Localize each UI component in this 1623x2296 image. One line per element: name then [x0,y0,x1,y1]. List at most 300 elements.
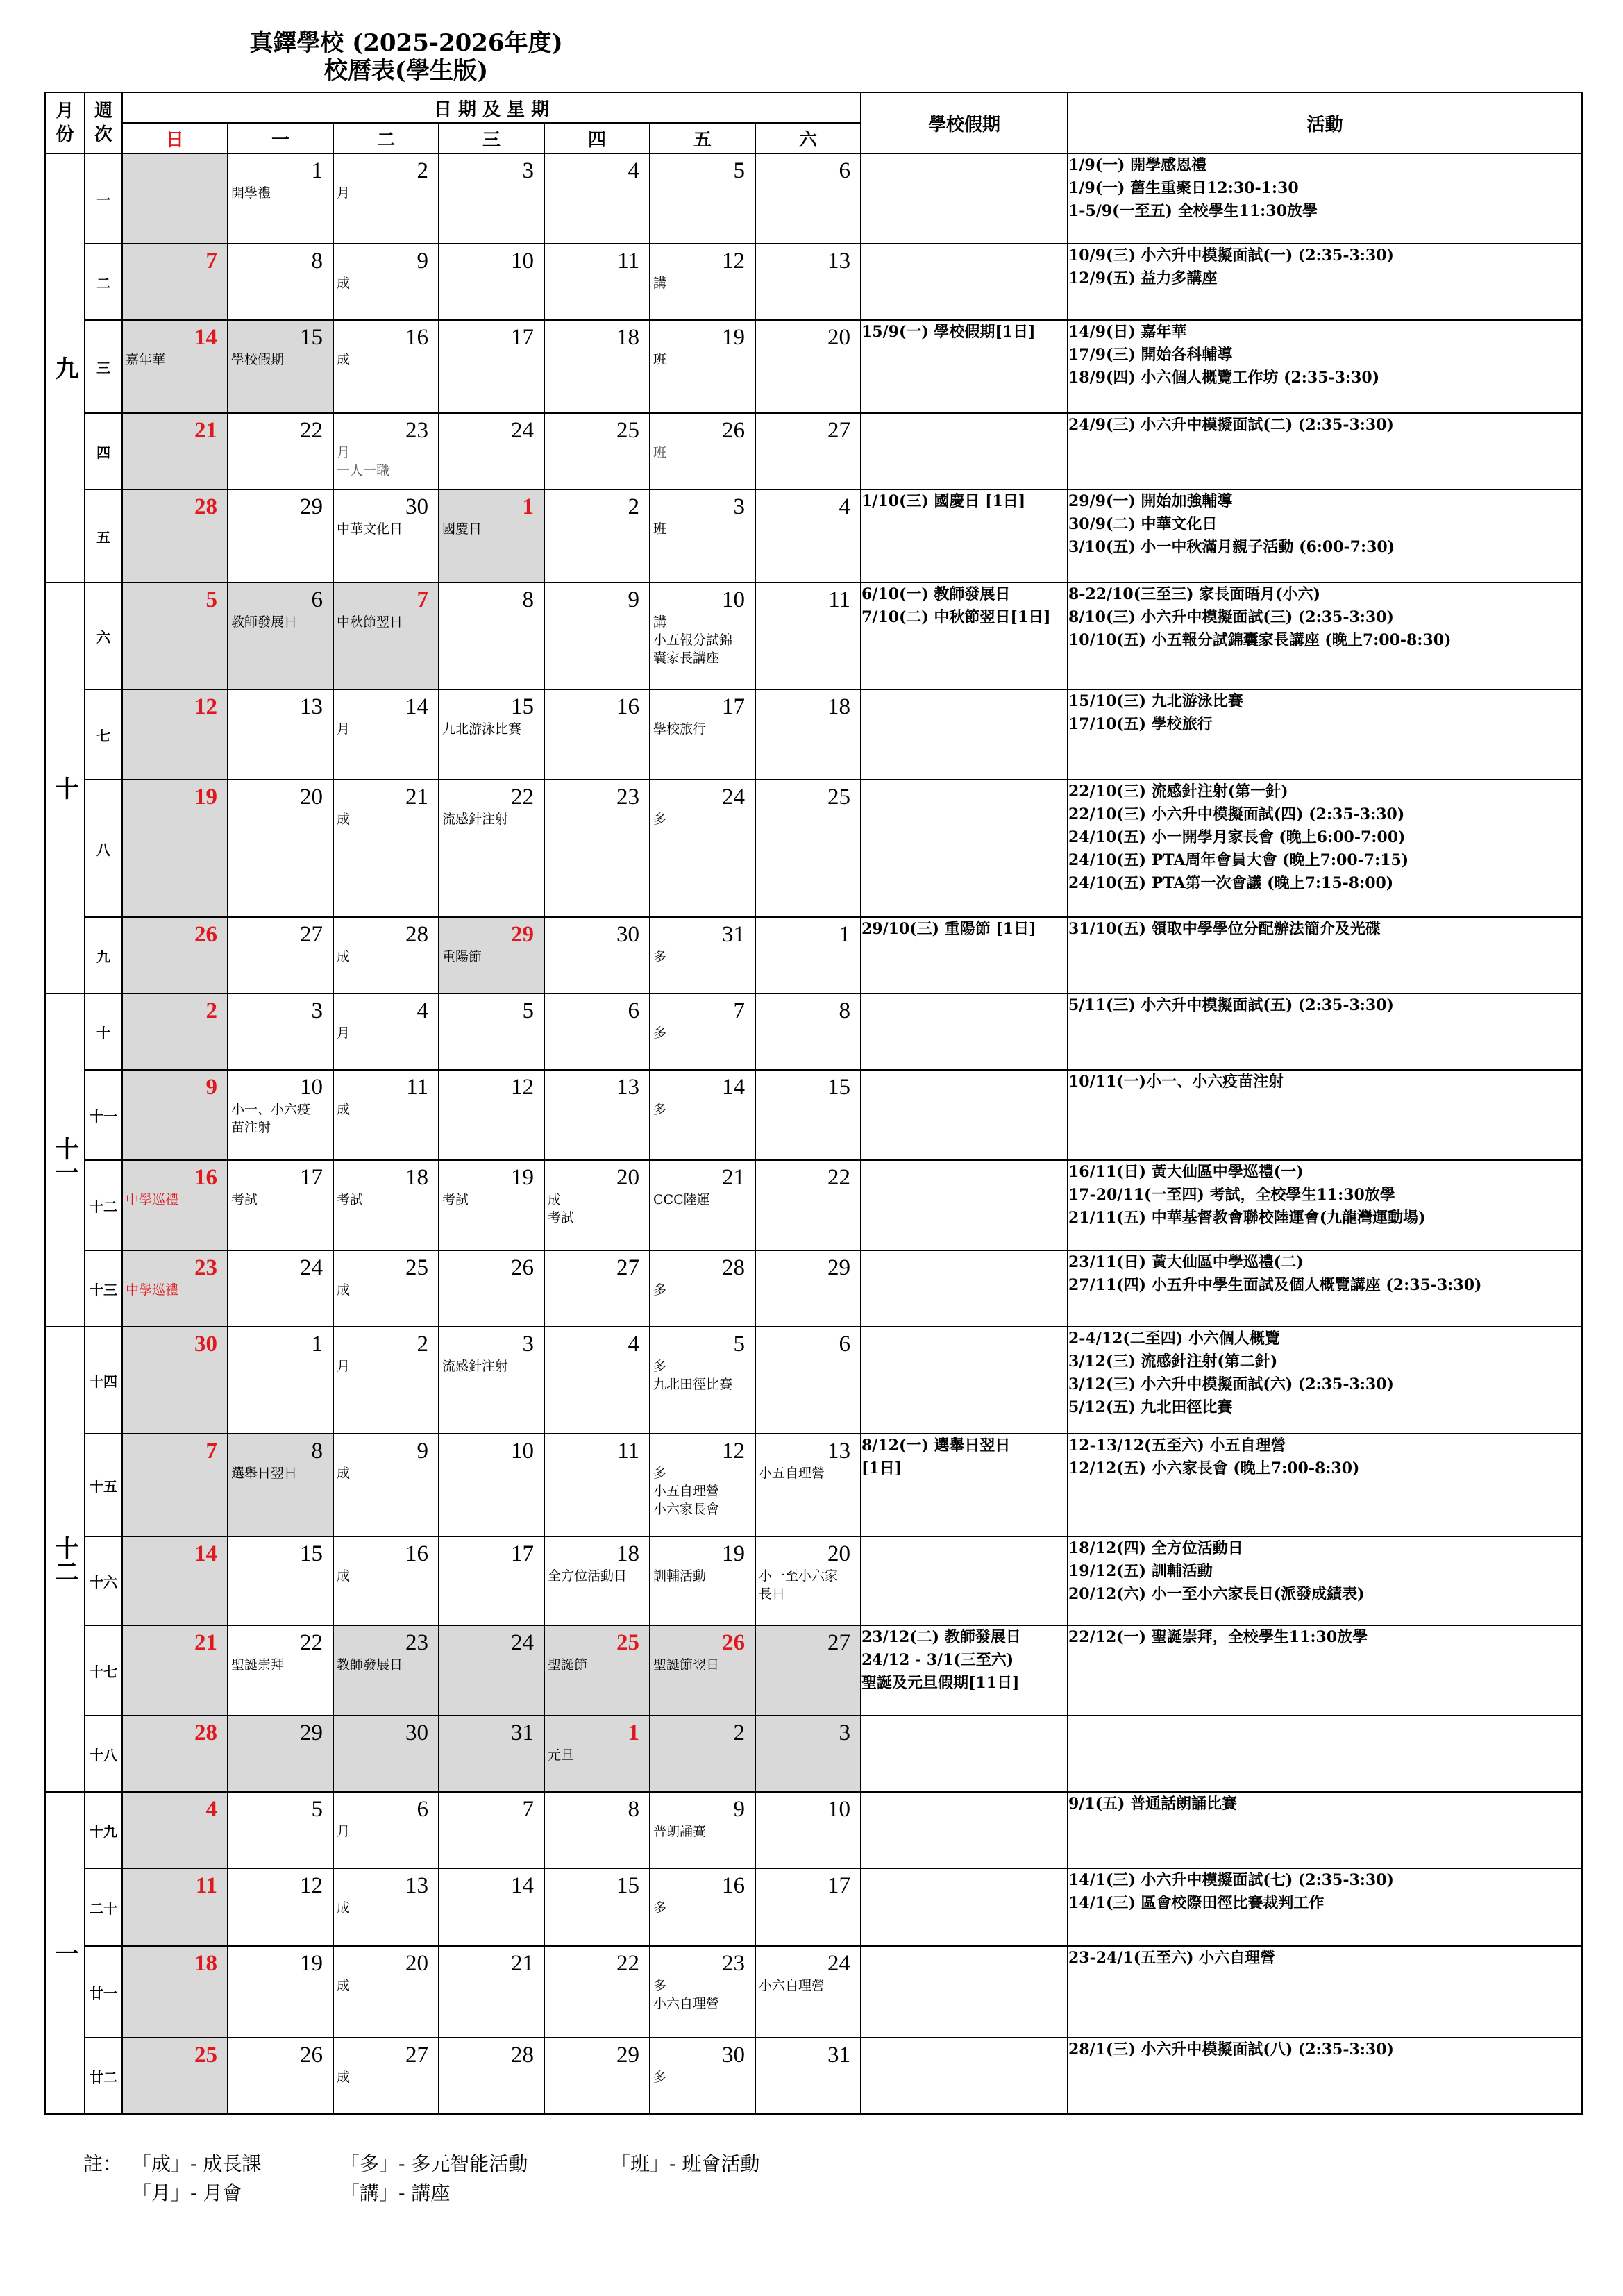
day-cell [755,320,861,413]
activity-entry: 8/10(三) 小六升中模擬面試(三) (2:35-3:30) [1068,608,1394,626]
weekday-fri: 五 [650,123,755,153]
week-row [45,583,1582,689]
activity-cell [1068,244,1582,320]
holiday-cell [861,413,1068,489]
legend-item-ban: 「班」- 班會活動 [611,2152,760,2175]
legend-item-duo: 「多」- 多元智能活動 [340,2152,528,2175]
day-note: 苗注射 [231,1120,271,1135]
day-number: 5 [733,1332,745,1357]
day-note: 多 [653,1900,667,1916]
day-cell [228,1946,333,2038]
activity-entry: 10/11(一)小一、小六疫苗注射 [1068,1073,1284,1091]
day-number: 14 [511,1873,534,1898]
day-number: 7 [205,249,217,274]
day-note: 小六自理營 [653,1996,720,2011]
day-note: 成 [337,352,351,367]
week-row [45,2038,1582,2114]
day-number: 20 [300,785,323,810]
header-date-weekday: 日 期 及 星 期 [122,92,861,123]
activity-cell [1068,1327,1582,1434]
activity-entry: 20/12(六) 小一至小六家長日(派發成績表) [1068,1585,1365,1603]
day-number: 22 [300,1630,323,1655]
day-number: 17 [511,1541,534,1566]
day-number [123,154,227,158]
activity-entry: 10/10(五) 小五報分試錦囊家長講座 (晚上7:00-8:30) [1068,631,1452,649]
day-note: 小六家長會 [653,1502,720,1517]
day-cell [439,1536,544,1625]
activity-entry: 17/9(三) 開始各科輔導 [1068,346,1233,364]
holiday-cell [861,1250,1068,1327]
day-cell [122,1946,228,2038]
week-row [45,994,1582,1070]
week-row [45,780,1582,917]
holiday-entry: 聖誕及元旦假期[11日] [861,1674,1020,1692]
activity-entry: 30/9(二) 中華文化日 [1068,515,1218,533]
day-number: 6 [417,1797,428,1822]
week-row [45,689,1582,780]
day-cell [439,1070,544,1160]
day-number: 18 [616,1541,639,1566]
day-cell [439,780,544,917]
day-cell [228,1625,333,1716]
day-cell [439,1434,544,1536]
activity-cell [1068,1868,1582,1946]
day-cell [333,1536,439,1625]
day-cell [333,413,439,489]
day-note: 一人一職 [337,463,390,478]
day-cell [755,780,861,917]
day-cell [544,994,650,1070]
day-cell [228,689,333,780]
holiday-entry: 15/9(一) 學校假期[1日] [861,323,1036,341]
week-row [45,153,1582,244]
day-cell [650,1250,755,1327]
day-number: 6 [628,998,639,1023]
activity-cell [1068,1434,1582,1536]
day-cell [650,994,755,1070]
day-cell [228,780,333,917]
day-cell [755,489,861,583]
weekday-sun: 日 [122,123,228,153]
day-number: 8 [311,249,323,274]
activity-entry: 1/9(一) 開學感恩禮 [1068,156,1207,174]
activity-cell [1068,1625,1582,1716]
calendar-subtitle: 校曆表(學生版) [323,57,489,85]
week-number: 十七 [85,1625,122,1716]
day-note: 考試 [548,1210,575,1225]
day-number: 19 [722,1541,745,1566]
day-note: CCC陸運 [653,1192,710,1207]
activity-entry: 18/12(四) 全方位活動日 [1068,1539,1243,1557]
day-number: 31 [827,2043,850,2068]
day-cell [228,1327,333,1434]
day-number: 2 [417,1332,428,1357]
month-label: 十一 [45,994,85,1327]
day-number: 15 [300,1541,323,1566]
day-cell [228,1792,333,1868]
day-number: 18 [194,1951,217,1976]
day-note: 成 [337,1102,351,1117]
week-number: 廿二 [85,2038,122,2114]
day-number: 24 [722,785,745,810]
day-number: 2 [733,1720,745,1745]
day-number: 6 [311,587,323,612]
day-number: 9 [205,1075,217,1100]
day-cell [544,1536,650,1625]
holiday-cell [861,1868,1068,1946]
day-cell [755,1327,861,1434]
day-cell [755,153,861,244]
day-cell [439,583,544,689]
holiday-cell [861,1070,1068,1160]
day-cell [333,1434,439,1536]
day-note: 普朗誦賽 [653,1824,707,1839]
day-number: 4 [417,998,428,1023]
holiday-cell [861,2038,1068,2114]
holiday-cell [861,489,1068,583]
day-note: 班 [653,445,667,460]
activity-entry: 5/11(三) 小六升中模擬面試(五) (2:35-3:30) [1068,996,1394,1014]
day-number: 23 [616,785,639,810]
day-note: 月 [337,445,351,460]
day-number: 15 [827,1075,850,1100]
day-note: 考試 [442,1192,469,1207]
activity-entry: 1-5/9(一至五) 全校學生11:30放學 [1068,202,1318,220]
day-cell [755,244,861,320]
day-number: 17 [300,1165,323,1190]
day-number: 21 [722,1165,745,1190]
holiday-cell [861,1536,1068,1625]
day-number: 9 [417,1439,428,1464]
activity-entry: 3/12(三) 小六升中模擬面試(六) (2:35-3:30) [1068,1375,1394,1393]
day-number: 4 [205,1797,217,1822]
day-number: 3 [839,1720,850,1745]
day-note: 講 [653,276,667,291]
header-month [45,92,85,153]
day-cell [333,244,439,320]
day-number: 24 [511,1630,534,1655]
day-number: 16 [405,325,428,350]
day-note: 選舉日翌日 [231,1466,298,1481]
day-note: 多 [653,1978,667,1993]
day-note: 月 [337,721,351,737]
day-number: 9 [417,249,428,274]
day-number: 16 [722,1873,745,1898]
day-cell [650,244,755,320]
day-cell [755,1868,861,1946]
holiday-cell [861,1716,1068,1792]
day-number: 21 [511,1951,534,1976]
day-note: 多 [653,812,667,827]
day-note: 九北游泳比賽 [442,721,522,737]
day-cell [544,1160,650,1250]
day-number: 9 [733,1797,745,1822]
day-number: 12 [300,1873,323,1898]
day-cell [544,153,650,244]
day-cell [544,1250,650,1327]
day-number: 3 [733,494,745,519]
day-number: 14 [722,1075,745,1100]
day-note: 成 [337,1900,351,1916]
day-cell [544,2038,650,2114]
day-number: 15 [300,325,323,350]
day-cell [650,2038,755,2114]
activity-entry: 22/10(三) 流感針注射(第一針) [1068,782,1288,801]
day-cell [333,1868,439,1946]
day-note: 教師發展日 [231,614,298,630]
day-cell [755,917,861,994]
day-cell [333,2038,439,2114]
day-number: 30 [722,2043,745,2068]
day-number: 29 [300,1720,323,1745]
day-cell [439,320,544,413]
week-number: 七 [85,689,122,780]
week-row [45,1434,1582,1536]
day-cell [439,1716,544,1792]
day-cell [544,917,650,994]
day-number: 28 [194,494,217,519]
day-cell [228,320,333,413]
day-note: 考試 [337,1192,364,1207]
day-cell [650,1946,755,2038]
day-number: 23 [405,418,428,443]
day-number: 20 [405,1951,428,1976]
holiday-cell [861,1946,1068,2038]
holiday-cell [861,1792,1068,1868]
day-cell [122,1160,228,1250]
header-week-label: 週次 [94,101,112,145]
activity-entry: 21/11(五) 中華基督教會聯校陸運會(九龍灣運動場) [1068,1209,1426,1227]
activity-cell [1068,1070,1582,1160]
day-cell [755,413,861,489]
day-cell [333,1946,439,2038]
day-note: 嘉年華 [126,352,166,367]
day-cell [544,1625,650,1716]
day-cell [439,917,544,994]
day-note: 全方位活動日 [548,1568,628,1584]
activity-entry: 3/10(五) 小一中秋滿月親子活動 (6:00-7:30) [1068,538,1395,556]
day-cell [755,583,861,689]
day-cell [544,489,650,583]
day-cell [333,1327,439,1434]
day-number: 11 [828,587,850,612]
day-note: 成 [337,1978,351,1993]
week-number: 十一 [85,1070,122,1160]
activity-entry: 28/1(三) 小六升中模擬面試(八) (2:35-3:30) [1068,2041,1394,2059]
day-number: 28 [194,1720,217,1745]
day-cell [544,1792,650,1868]
day-cell [228,1070,333,1160]
day-number: 24 [827,1951,850,1976]
day-cell [544,780,650,917]
holiday-cell [861,583,1068,689]
day-cell [650,1160,755,1250]
activity-entry: 24/10(五) PTA第一次會議 (晚上7:15-8:00) [1068,874,1394,892]
day-cell [228,153,333,244]
day-cell [650,583,755,689]
day-cell [544,1946,650,2038]
day-note: 長日 [759,1586,786,1602]
day-number: 25 [194,2043,217,2068]
day-note: 班 [653,352,667,367]
day-note: 成 [337,2070,351,2085]
day-cell [439,153,544,244]
day-cell [122,153,228,244]
day-cell [122,1868,228,1946]
day-cell [544,583,650,689]
day-cell [333,917,439,994]
day-cell [439,413,544,489]
week-row [45,320,1582,413]
day-cell [544,1327,650,1434]
day-cell [122,489,228,583]
activity-entry: 9/1(五) 普通話朗誦比賽 [1068,1795,1238,1813]
activity-entry: 27/11(四) 小五升中學生面試及個人概覽講座 (2:35-3:30) [1068,1276,1482,1294]
day-number: 11 [617,1439,639,1464]
week-number: 十四 [85,1327,122,1434]
day-cell [544,244,650,320]
holiday-cell [861,1625,1068,1716]
day-note: 教師發展日 [337,1657,403,1673]
activity-entry: 29/9(一) 開始加強輔導 [1068,492,1233,510]
day-number: 14 [405,694,428,719]
day-cell [650,1625,755,1716]
holiday-entry: 7/10(二) 中秋節翌日[1日] [861,608,1051,626]
day-number: 29 [616,2043,639,2068]
day-cell [755,2038,861,2114]
header-month-label: 月份 [56,101,74,145]
day-cell [439,1792,544,1868]
week-number: 二 [85,244,122,320]
day-note: 小六自理營 [759,1978,825,1993]
day-cell [122,1792,228,1868]
day-number: 9 [628,587,639,612]
day-cell [122,244,228,320]
weekday-mon: 一 [228,123,333,153]
day-number: 15 [616,1873,639,1898]
day-cell [333,780,439,917]
day-cell [755,1070,861,1160]
day-cell [755,1625,861,1716]
day-number: 27 [827,1630,850,1655]
day-number: 3 [311,998,323,1023]
day-number: 16 [405,1541,428,1566]
day-note: 成 [337,1466,351,1481]
day-cell [439,689,544,780]
day-number: 7 [417,587,428,612]
activity-entry: 15/10(三) 九北游泳比賽 [1068,692,1243,710]
day-number: 1 [311,1332,323,1357]
day-note: 小一至小六家 [759,1568,839,1584]
day-number: 25 [405,1255,428,1280]
day-number: 31 [722,922,745,947]
day-number: 17 [722,694,745,719]
holiday-entry: 23/12(二) 教師發展日 [861,1628,1021,1646]
calendar-body [45,153,1582,2114]
weekday-sat: 六 [755,123,861,153]
day-cell [755,1434,861,1536]
day-number: 1 [311,158,323,183]
day-number: 19 [300,1951,323,1976]
day-cell [755,1160,861,1250]
activity-entry: 14/1(三) 區會校際田徑比賽裁判工作 [1068,1894,1325,1912]
activity-entry: 16/11(日) 黃大仙區中學巡禮(一) [1068,1163,1304,1181]
day-cell [439,1327,544,1434]
day-note: 多 [653,1025,667,1041]
week-number: 十六 [85,1536,122,1625]
week-row [45,1868,1582,1946]
activity-entry: 3/12(三) 流感針注射(第二針) [1068,1352,1278,1371]
day-cell [333,1716,439,1792]
activity-cell [1068,583,1582,689]
day-cell [439,1868,544,1946]
day-number: 5 [522,998,534,1023]
day-number: 12 [722,249,745,274]
weekday-tue: 二 [333,123,439,153]
day-cell [122,1716,228,1792]
week-row [45,489,1582,583]
day-number: 10 [827,1797,850,1822]
activity-cell [1068,689,1582,780]
month-label: 十 [45,583,85,994]
day-cell [650,1070,755,1160]
day-number: 1 [522,494,534,519]
day-note: 考試 [231,1192,258,1207]
holiday-entry: 6/10(一) 教師發展日 [861,585,1011,603]
day-note: 流感針注射 [442,812,509,827]
day-cell [122,1625,228,1716]
day-number: 14 [194,1541,217,1566]
day-number: 30 [616,922,639,947]
day-cell [755,1536,861,1625]
day-number: 5 [733,158,745,183]
day-number: 2 [205,998,217,1023]
week-number: 廿一 [85,1946,122,2038]
activity-cell [1068,1536,1582,1625]
day-number: 11 [195,1873,217,1898]
day-number: 27 [300,922,323,947]
activity-entry: 8-22/10(三至三) 家長面晤月(小六) [1068,585,1321,603]
day-number: 12 [194,694,217,719]
day-number: 4 [839,494,850,519]
school-calendar-table [44,92,1583,2115]
day-cell [228,994,333,1070]
day-number: 11 [617,249,639,274]
day-note: 月 [337,1824,351,1839]
activity-cell [1068,413,1582,489]
day-note: 多 [653,1466,667,1481]
day-note: 囊家長講座 [653,651,720,666]
activity-cell [1068,1160,1582,1250]
day-cell [650,320,755,413]
day-cell [544,1868,650,1946]
holiday-cell [861,994,1068,1070]
day-cell [333,1160,439,1250]
day-cell [544,689,650,780]
day-number: 10 [511,1439,534,1464]
day-cell [228,1160,333,1250]
holiday-entry: 24/12 - 3/1(三至六) [861,1651,1014,1669]
day-number: 20 [616,1165,639,1190]
activity-entry: 5/12(五) 九北田徑比賽 [1068,1398,1233,1416]
day-note: 多 [653,1102,667,1117]
day-number: 8 [839,998,850,1023]
day-note: 中學巡禮 [126,1282,179,1298]
day-cell [228,489,333,583]
month-label: 九 [45,153,85,583]
week-number: 二十 [85,1868,122,1946]
day-number: 1 [628,1720,639,1745]
